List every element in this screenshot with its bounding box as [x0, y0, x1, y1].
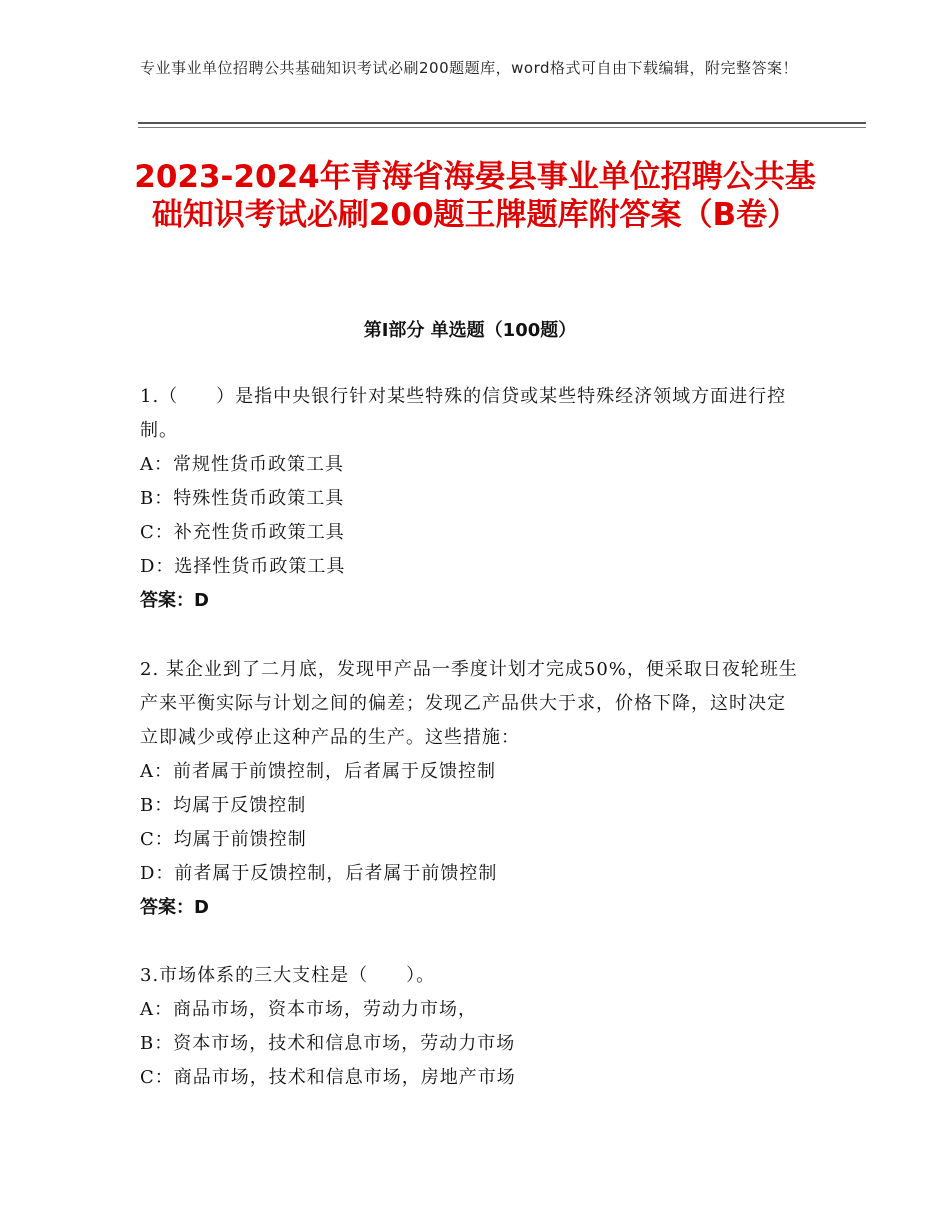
- question-stem: 2. 某企业到了二月底，发现甲产品一季度计划才完成50%，便采取日夜轮班生产来平衡实际与计划之间的偏差；发现乙产品供大于求，价格下降，这时决定立即减少或停止这种产品的生产。这些措施：: [140, 659, 798, 748]
- question-3: [140, 959, 800, 1095]
- header-note: 专业事业单位招聘公共基础知识考试必刷200题题库，word格式可自由下载编辑，附完整答案！: [140, 59, 799, 77]
- answer: 答案：D: [140, 590, 209, 611]
- option-b: B：特殊性货币政策工具: [140, 488, 345, 509]
- header-rule-thick: [138, 122, 866, 124]
- option-a: A：商品市场，资本市场，劳动力市场，: [140, 999, 477, 1020]
- option-a: A：常规性货币政策工具: [140, 454, 344, 475]
- option-d: D：前者属于反馈控制，后者属于前馈控制: [140, 863, 498, 884]
- question-stem: 1.（ ）是指中央银行针对某些特殊的信贷或某些特殊经济领域方面进行控制。: [140, 386, 787, 441]
- header-rule-thin: [138, 127, 866, 128]
- option-c: C：商品市场，技术和信息市场，房地产市场: [140, 1067, 516, 1088]
- question-2: [140, 653, 800, 925]
- section-title: 第Ⅰ部分 单选题（100题）: [363, 320, 577, 341]
- option-c: C：补充性货币政策工具: [140, 522, 345, 543]
- option-a: A：前者属于前馈控制，后者属于反馈控制: [140, 761, 496, 782]
- question-1: [140, 380, 800, 618]
- question-stem: 3.市场体系的三大支柱是（ ）。: [140, 965, 436, 986]
- option-b: B：资本市场，技术和信息市场，劳动力市场: [140, 1033, 516, 1054]
- option-d: D：选择性货币政策工具: [140, 556, 346, 577]
- answer: 答案：D: [140, 897, 209, 918]
- option-c: C：均属于前馈控制: [140, 829, 307, 850]
- document-title: 2023-2024年青海省海晏县事业单位招聘公共基础知识考试必刷200题王牌题库附答案（B卷）: [134, 159, 816, 233]
- option-b: B：均属于反馈控制: [140, 795, 307, 816]
